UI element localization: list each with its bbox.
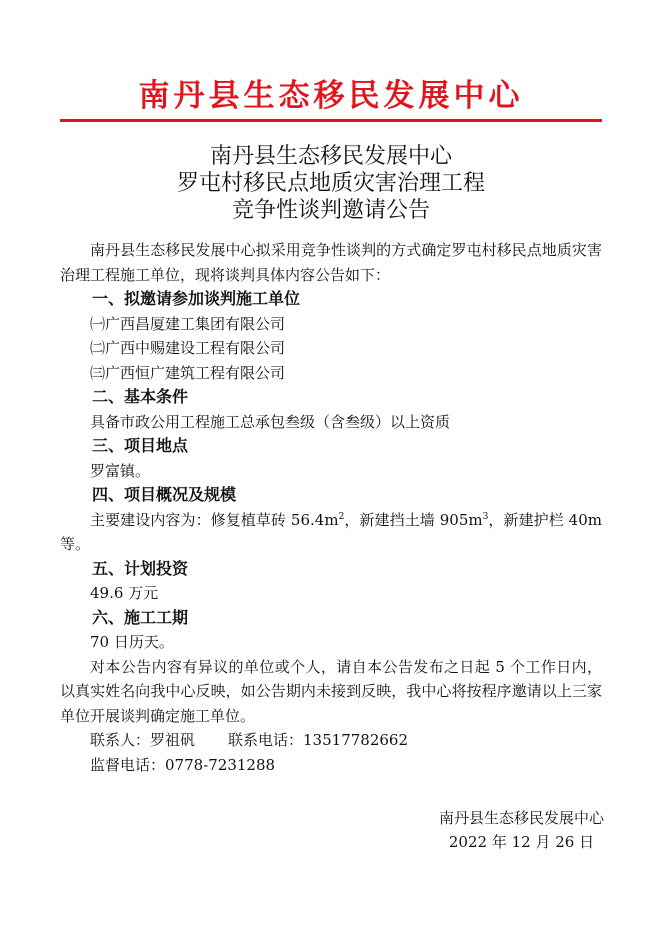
- section-3-heading: 三、项目地点: [92, 436, 189, 455]
- bidder-item-1: ㈠广西昌厦建工集团有限公司: [90, 314, 286, 333]
- section-1-heading: 一、拟邀请参加谈判施工单位: [92, 289, 301, 308]
- scope-text-a: 主要建设内容为：修复植草砖 56.4m: [90, 510, 339, 529]
- contact-person: 联系人：罗祖矾: [90, 731, 196, 749]
- scope-text-b: ，新建挡土墙 905m: [344, 510, 483, 529]
- intro-paragraph: 南丹县生态移民发展中心拟采用竞争性谈判的方式确定罗屯村移民点地质灾害治理工程施工单位，现将谈判具体内容公告如下：: [60, 241, 602, 284]
- section-6-heading: 六、施工工期: [92, 607, 189, 627]
- section-2-heading: 二、基本条件: [92, 387, 189, 406]
- bidder-item-3: ㈢广西恒广建筑工程有限公司: [90, 363, 286, 382]
- section-4-text: [60, 508, 602, 557]
- notice-title: [0, 143, 662, 224]
- bidder-item-2: ㈡广西中赐建设工程有限公司: [90, 339, 286, 357]
- contact-phone: 联系电话：13517782662: [228, 731, 408, 749]
- scope-sup-b: 3: [482, 511, 489, 522]
- section-2-text: 具备市政公用工程施工总承包叁级（含叁级）以上资质: [90, 412, 451, 431]
- supervise-phone: 监督电话：0778-7231288: [90, 755, 276, 774]
- section-5-heading: 五、计划投资: [92, 558, 189, 578]
- section-3-text: 罗富镇。: [90, 461, 151, 480]
- title-line-3: 竞争性谈判邀请公告: [231, 198, 430, 223]
- section-4-heading: 四、项目概况及规模: [92, 485, 237, 504]
- section-6-text: 70 日历天。: [90, 633, 174, 651]
- title-line-1: 南丹县生态移民发展中心: [209, 144, 452, 169]
- title-line-2: 罗屯村移民点地质灾害治理工程: [176, 171, 485, 196]
- scope-text-c: ，新建护栏 40m 等。: [60, 510, 602, 553]
- letterhead-title: 南丹县生态移民发展中心: [138, 78, 524, 114]
- signature-block: [439, 806, 604, 854]
- section-5-text: 49.6 万元: [90, 584, 159, 602]
- signature-date: 2022 年 12 月 26 日: [448, 833, 595, 851]
- signature-org: 南丹县生态移民发展中心: [438, 809, 604, 827]
- notice-body: [60, 238, 602, 777]
- letterhead-divider: [60, 119, 602, 122]
- contact-line: [60, 728, 602, 753]
- scope-sup-a: 2: [338, 511, 345, 522]
- objection-paragraph: 对本公告内容有异议的单位或个人，请自本公告发布之日起 5 个工作日内，以真实姓名向我中心反映，如公告期内未接到反映，我中心将按程序邀请以上三家单位开展谈判确定施工单位。: [60, 657, 602, 725]
